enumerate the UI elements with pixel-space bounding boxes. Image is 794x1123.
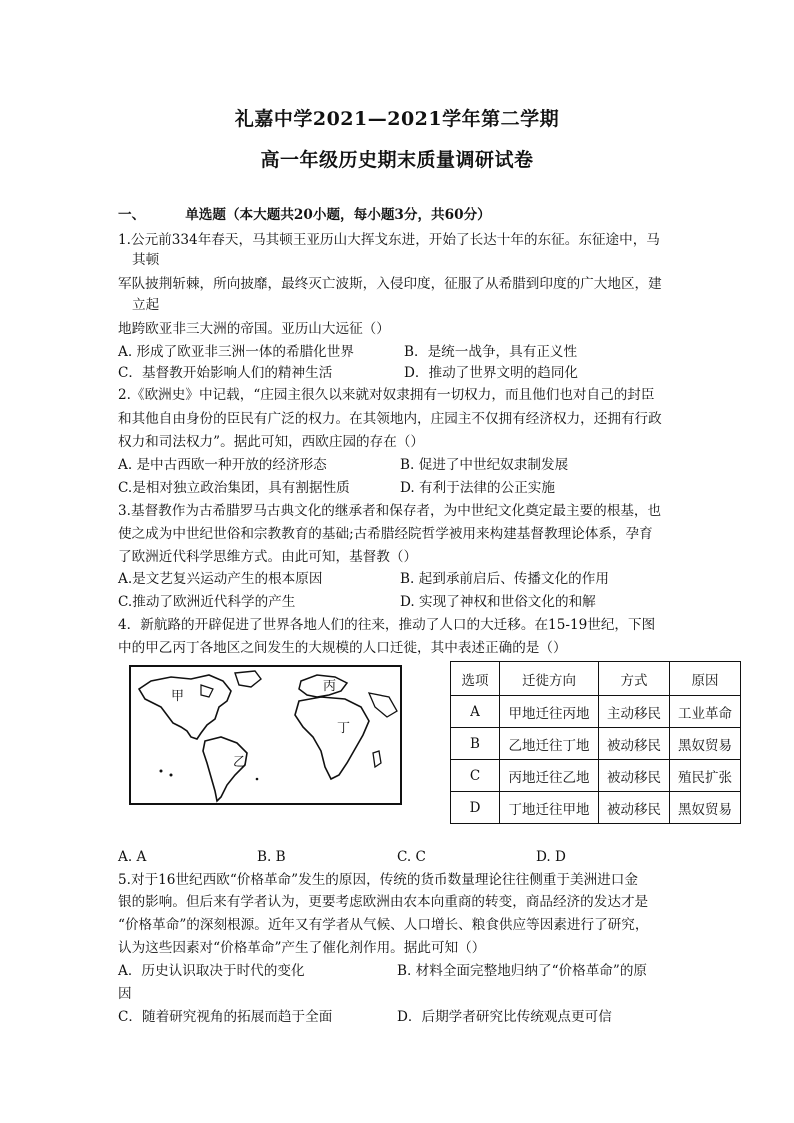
q5-line-1: 5.对于16世纪西欧“价格革命”发生的原因，传统的货币数量理论往往侧重于美洲进口金 [118,872,638,888]
q1-line-1: 1.公元前334年春天，马其顿王亚历山大挥戈东进，开始了长达十年的东征。东征途中，马 [118,232,660,248]
section-label: 单选题（本大题共20小题，每小题3分，共60分） [185,207,491,223]
table-cell: 黑奴贸易 [670,728,741,760]
table-cell: 乙地迁往丁地 [500,728,599,760]
q3-option-a: A.是文艺复兴运动产生的根本原因 [118,571,323,587]
q4-line-1: 4．新航路的开辟促进了世界各地人们的往来，推动了人口的大迁移。在15-19世纪，下图 [118,617,656,633]
q5-option-b-continued: 因 [118,986,132,1002]
table-row [451,696,741,728]
table-cell: B [451,728,500,760]
table-header-cell: 迁徙方向 [500,662,599,696]
q2-line-1: 2.《欧洲史》中记载，“庄园主很久以来就对奴隶拥有一切权力，而且他们也对自己的封臣 [118,387,655,403]
q3-line-3: 了欧洲近代科学思维方式。由此可知，基督教（） [118,549,418,565]
table-row [451,760,741,792]
table-cell: 殖民扩张 [670,760,741,792]
q3-line-1: 3.基督教作为古希腊罗马古典文化的继承者和保存者，为中世纪文化奠定最主要的根基，也 [118,503,662,519]
q1-option-b: B．是统一战争，具有正义性 [404,344,578,360]
q3-option-b: B. 起到承前启后、传播文化的作用 [400,571,609,587]
q1-line-2: 其顿 [132,252,160,268]
q2-line-2: 和其他自由身份的臣民有广泛的权力。在其领地内，庄园主不仅拥有经济权力，还拥有行政 [118,411,662,427]
table-cell: 工业革命 [670,696,741,728]
table-header-cell: 方式 [599,662,670,696]
table-cell: 丙地迁往乙地 [500,760,599,792]
table-cell: 丁地迁往甲地 [500,792,599,824]
table-header-cell: 原因 [670,662,741,696]
q5-line-2: 银的影响。但后来有学者认为，更要考虑欧洲由农本向重商的转变，商品经济的发达才是 [118,894,649,910]
q2-option-a: A. 是中古西欧一种开放的经济形态 [118,457,327,473]
q1-line-4: 立起 [132,297,160,313]
exam-title: 礼嘉中学2021—2021学年第二学期 [234,108,560,130]
q5-line-3: “价格革命”的深刻根源。近年又有学者从气候、人口增长、粮食供应等因素进行了研究， [118,917,649,933]
q3-option-d: D. 实现了神权和世俗文化的和解 [400,594,596,610]
table-row [451,792,741,824]
q1-option-d: D．推动了世界文明的趋同化 [404,365,579,381]
q2-line-3: 权力和司法权力”。据此可知，西欧庄园的存在（） [118,434,425,450]
table-row [451,728,741,760]
q4-option-c: C. C [397,849,426,865]
table-cell: 主动移民 [599,696,670,728]
table-cell: D [451,792,500,824]
map-label-jia: 甲 [171,689,185,704]
section-number: 一、 [118,207,146,223]
q4-option-b: B. B [257,849,286,865]
table-cell: C [451,760,500,792]
table-header-cell: 选项 [451,662,500,696]
q5-option-d: D．后期学者研究比传统观点更可信 [397,1009,612,1025]
table-cell: 被动移民 [599,792,670,824]
q1-line-3: 军队披荆斩棘，所向披靡，最终灭亡波斯，入侵印度，征服了从希腊到印度的广大地区，建 [118,276,662,292]
q1-option-a: A. 形成了欧亚非三洲一体的希腊化世界 [118,344,354,360]
q1-option-c: C．基督教开始影响人们的精神生活 [118,365,333,381]
q4-option-d: D. D [536,849,566,865]
table-cell: A [451,696,500,728]
q2-option-d: D. 有利于法律的公正实施 [400,480,555,496]
world-map [129,665,402,805]
q1-line-5: 地跨欧亚非三大洲的帝国。亚历山大远征（） [118,321,390,337]
map-label-ding: 丁 [337,721,351,736]
table-header-row [451,662,741,696]
section-heading [118,206,491,224]
q4-option-a: A. A [118,849,147,865]
q2-option-b: B. 促进了中世纪奴隶制发展 [400,457,569,473]
exam-subtitle: 高一年级历史期末质量调研试卷 [260,149,534,171]
table-cell: 被动移民 [599,728,670,760]
table-cell: 甲地迁往丙地 [500,696,599,728]
q3-line-2: 使之成为中世纪世俗和宗教教育的基础;古希腊经院哲学被用来构建基督教理论体系，孕育 [118,526,653,542]
q5-line-4: 认为这些因素对“价格革命”产生了催化剂作用。据此可知（） [118,940,486,956]
q5-option-b: B. 材料全面完整地归纳了“价格革命”的原 [397,963,648,979]
q3-option-c: C.推动了欧洲近代科学的产生 [118,594,296,610]
q5-option-a: A．历史认识取决于时代的变化 [118,963,305,979]
q4-line-2: 中的甲乙丙丁各地区之间发生的大规模的人口迁徙，其中表述正确的是（） [118,640,567,656]
table-cell: 黑奴贸易 [670,792,741,824]
map-label-bing: 丙 [323,679,337,694]
map-label-yi: 乙 [233,755,247,770]
q2-option-c: C.是相对独立政治集团，具有割据性质 [118,480,350,496]
migration-table [450,661,741,824]
table-cell: 被动移民 [599,760,670,792]
q5-option-c: C．随着研究视角的拓展而趋于全面 [118,1009,333,1025]
